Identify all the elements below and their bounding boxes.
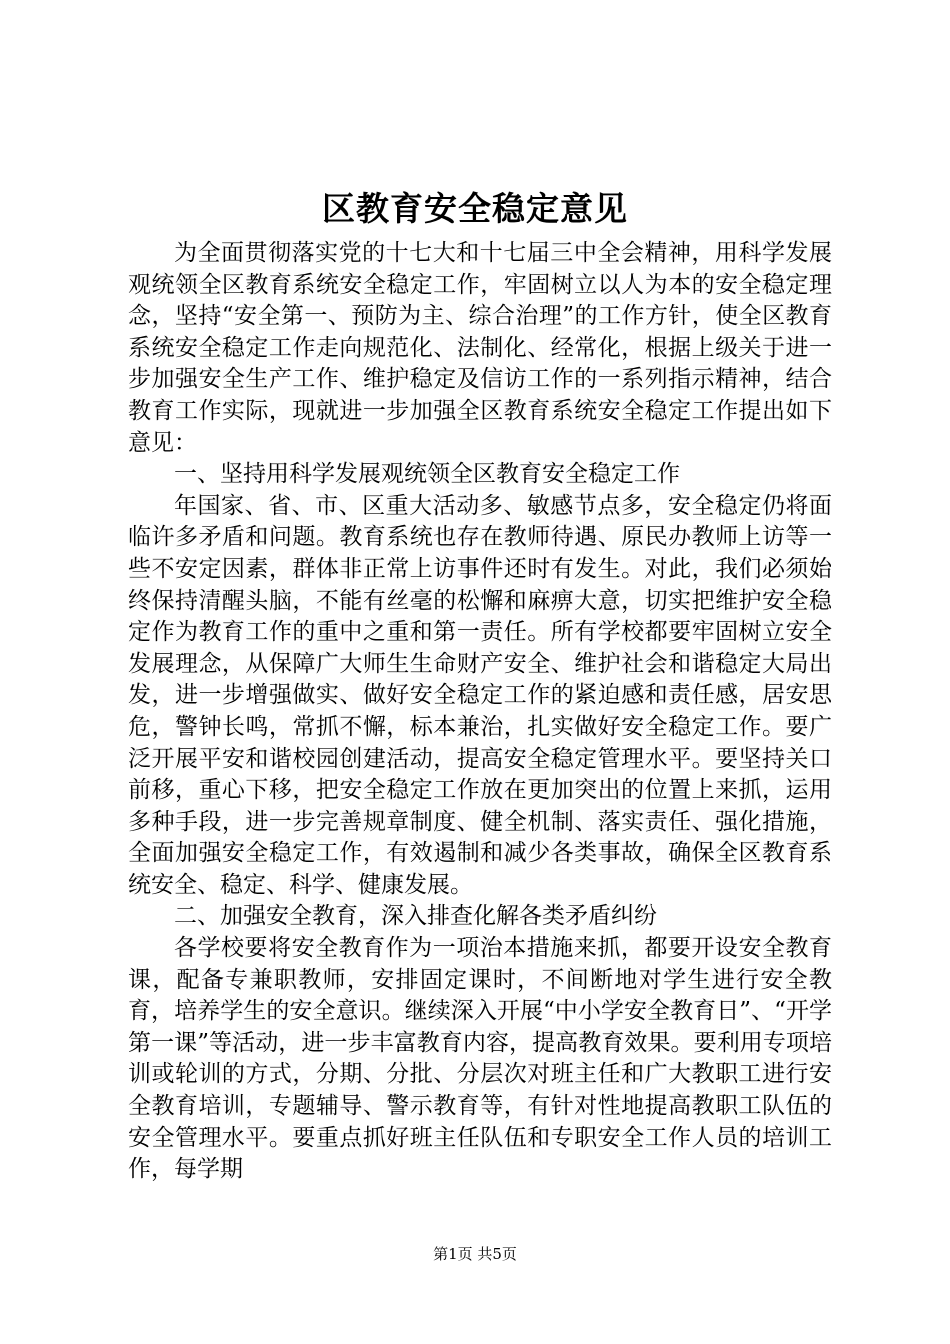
- document-body: [128, 238, 832, 1186]
- section-heading-1: 一、坚持用科学发展观统领全区教育安全稳定工作: [174, 461, 680, 488]
- section-heading-2: 二、加强安全教育，深入排查化解各类矛盾纠纷: [174, 903, 657, 930]
- document-title: 区教育安全稳定意见: [322, 189, 628, 228]
- paragraph-section-2: 各学校要将安全教育作为一项治本措施来抓，都要开设安全教育课，配备专兼职教师，安排固定课时，不间断地对学生进行安全教育，培养学生的安全意识。继续深入开展“中小学安全教育日”、“开学第一课”等活动，进一步丰富教育内容，提高教育效果。要利用专项培训或轮训的方式，分期、分批、分层次对班主任和广大教职工进行安全教育培训，专题辅导、警示教育等，有针对性地提高教职工队伍的安全管理水平。要重点抓好班主任队伍和专职安全工作人员的培训工作，每学期: [128, 935, 832, 1183]
- page-footer: 第1页 共5页: [433, 1245, 517, 1263]
- paragraph-intro: 为全面贯彻落实党的十七大和十七届三中全会精神，用科学发展观统领全区教育系统安全稳定工作，牢固树立以人为本的安全稳定理念，坚持“安全第一、预防为主、综合治理”的工作方针，使全区教育系统安全稳定工作走向规范化、法制化、经常化，根据上级关于进一步加强安全生产工作、维护稳定及信访工作的一系列指示精神，结合教育工作实际，现就进一步加强全区教育系统安全稳定工作提出如下意见：: [128, 240, 832, 456]
- paragraph-section-1: 年国家、省、市、区重大活动多、敏感节点多，安全稳定仍将面临许多矛盾和问题。教育系统也存在教师待遇、原民办教师上访等一些不安定因素，群体非正常上访事件还时有发生。对此，我们必须始终保持清醒头脑，不能有丝毫的松懈和麻痹大意，切实把维护安全稳定作为教育工作的重中之重和第一责任。所有学校都要牢固树立安全发展理念，从保障广大师生生命财产安全、维护社会和谐稳定大局出发，进一步增强做实、做好安全稳定工作的紧迫感和责任感，居安思危，警钟长鸣，常抓不懈，标本兼治，扎实做好安全稳定工作。要广泛开展平安和谐校园创建活动，提高安全稳定管理水平。要坚持关口前移，重心下移，把安全稳定工作放在更加突出的位置上来抓，运用多种手段，进一步完善规章制度、健全机制、落实责任、强化措施，全面加强安全稳定工作，有效遏制和减少各类事故，确保全区教育系统安全、稳定、科学、健康发展。: [128, 492, 832, 898]
